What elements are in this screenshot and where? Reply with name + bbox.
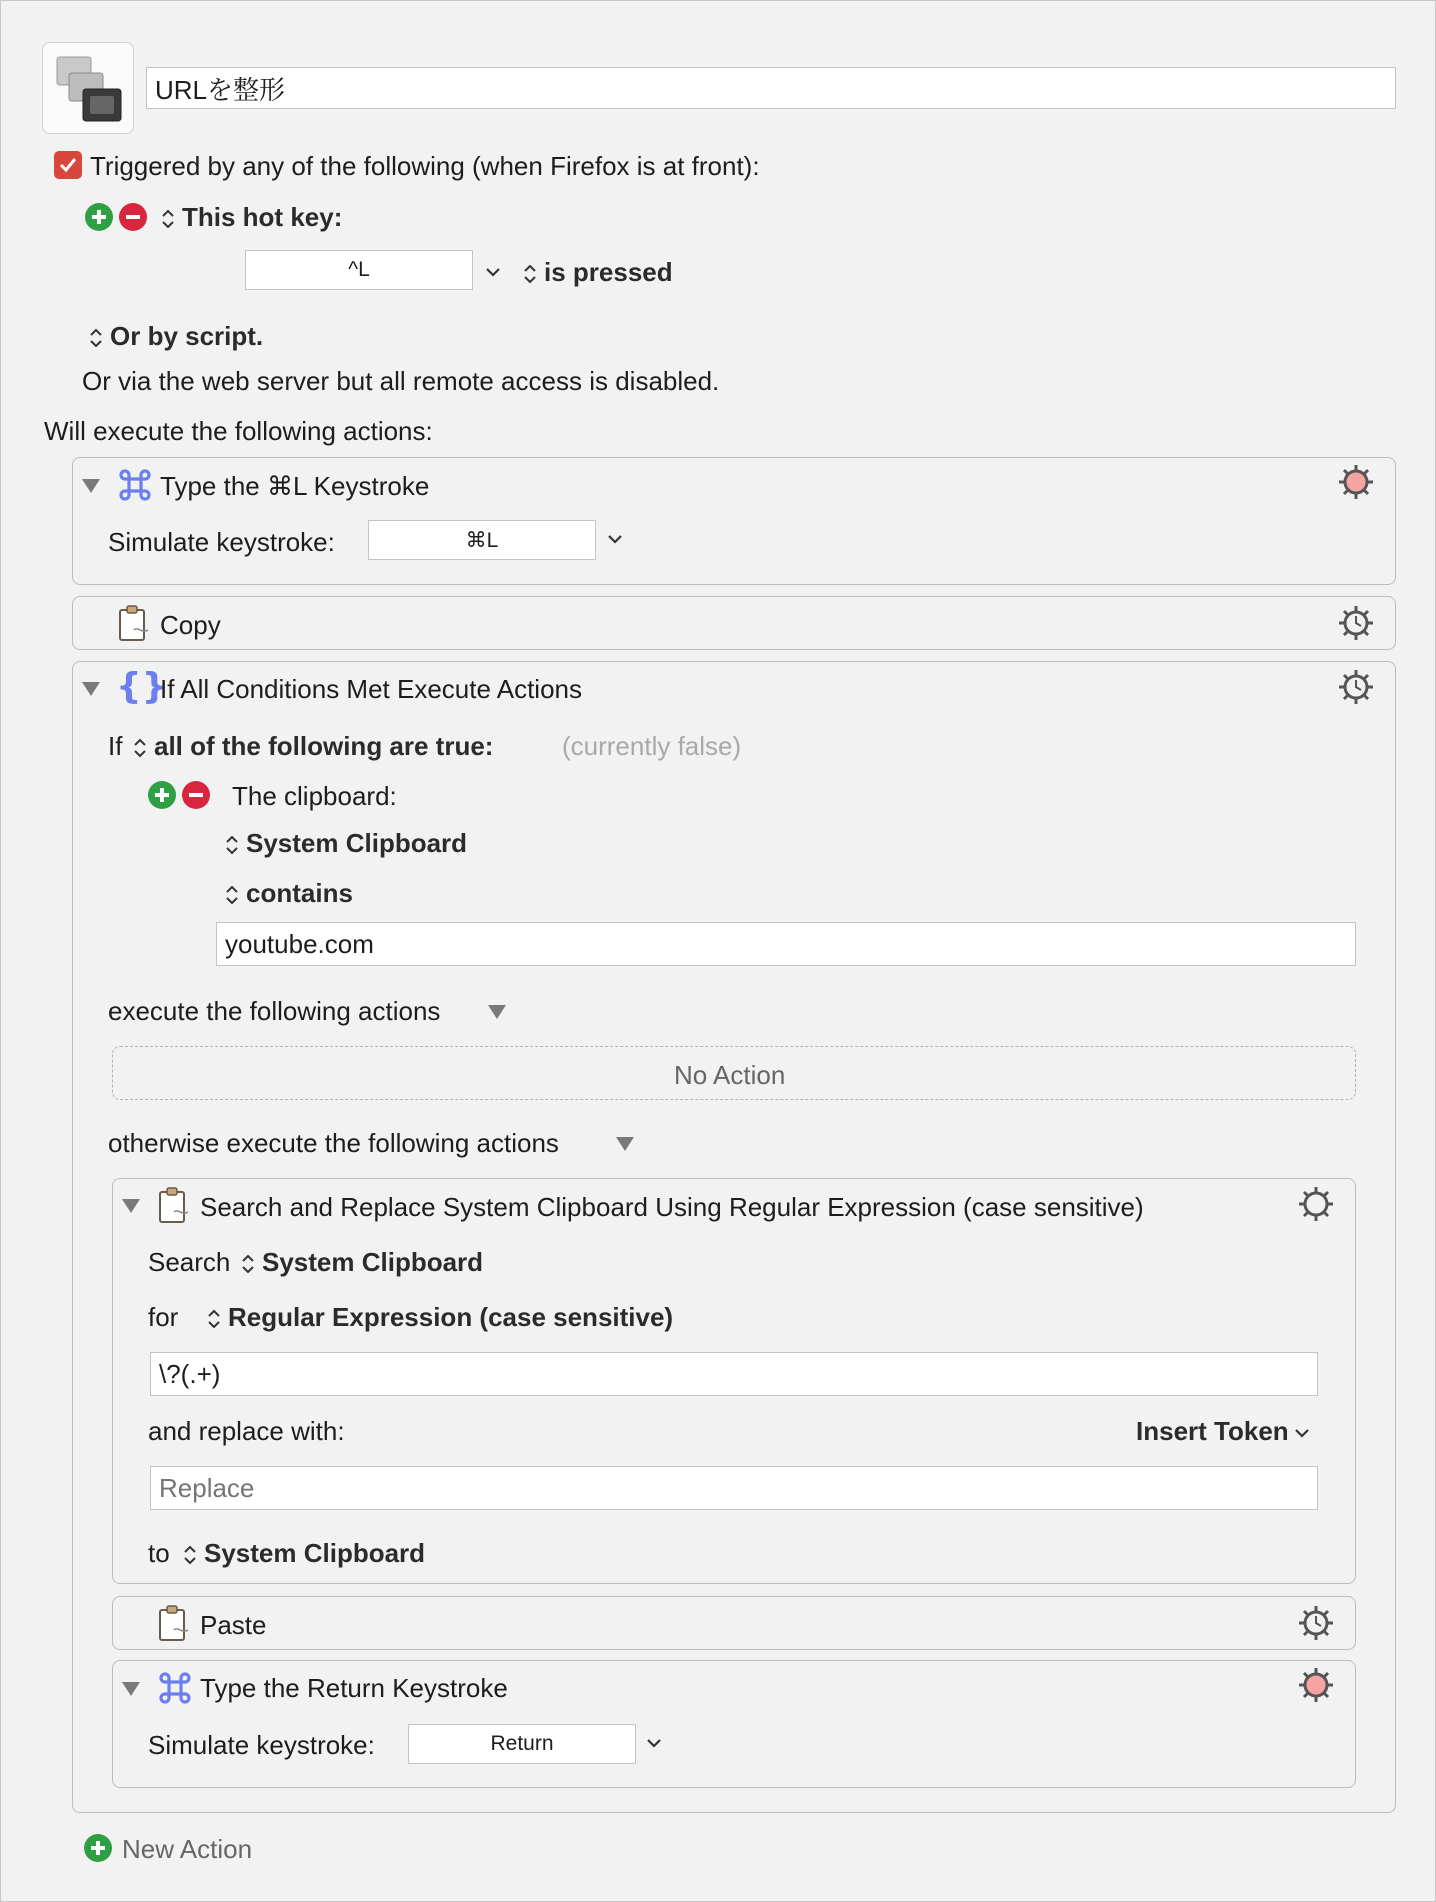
disclosure-triangle-icon[interactable] [122,1199,140,1213]
to-target-popup[interactable] [182,1540,425,1568]
search-source-label: System Clipboard [262,1247,484,1277]
operator-label: contains [246,878,353,908]
simulate-keystroke-label: Simulate keystroke: [148,1730,375,1760]
stepper-icon [522,261,538,287]
insert-token-button[interactable] [1136,1418,1289,1444]
condition-mode-popup[interactable] [132,733,493,761]
clipboard-source-label: System Clipboard [246,828,468,858]
action-title: Type the Return Keystroke [200,1673,508,1703]
search-label: Search [148,1247,231,1277]
trigger-type-label: This hot key: [182,202,343,232]
regex-pattern: \?(.+) [159,1358,221,1389]
action-title: If All Conditions Met Execute Actions [160,674,582,704]
macro-icon[interactable] [42,42,134,134]
gear-icon[interactable] [1296,1603,1336,1643]
web-server-note: Or via the web server but all remote access is disabled. [82,366,720,396]
macro-name: URLを整形 [155,74,286,105]
then-menu-triangle-icon[interactable] [488,1005,506,1019]
hotkey-chevron-down-icon[interactable] [484,263,502,281]
action-title: Paste [200,1610,267,1640]
clipboard-source-popup[interactable] [224,830,467,858]
clipboard-icon [156,1186,192,1224]
insert-token-label: Insert Token [1136,1416,1289,1446]
gear-icon[interactable] [1336,603,1376,643]
gear-icon[interactable] [1336,462,1376,502]
regex-mode-popup[interactable] [206,1304,673,1332]
regex-pattern-field[interactable] [150,1352,1318,1396]
condition-status: (currently false) [562,731,742,761]
add-trigger-button[interactable] [85,203,113,231]
keystroke-field[interactable] [408,1724,636,1764]
else-menu-triangle-icon[interactable] [616,1137,634,1151]
add-condition-button[interactable] [148,781,176,809]
for-label: for [148,1302,179,1332]
no-action-label: No Action [674,1060,786,1090]
stepper-icon [240,1251,256,1277]
keystroke-chevron-down-icon[interactable] [606,530,624,548]
stepper-icon [160,206,176,232]
replace-field[interactable] [150,1466,1318,1510]
disclosure-triangle-icon[interactable] [82,682,100,696]
disclosure-triangle-icon[interactable] [82,479,100,493]
braces-icon: {} [116,666,168,707]
plus-icon [85,203,113,231]
condition-value: youtube.com [225,928,374,959]
insert-token-chevron-down-icon[interactable] [1293,1424,1311,1442]
stepper-icon [224,832,240,858]
action-paste[interactable] [112,1596,1356,1650]
condition-type-label: The clipboard: [232,781,397,811]
hotkey-condition-popup[interactable] [522,259,673,287]
stepper-icon [224,882,240,908]
else-label: otherwise execute the following actions [108,1128,559,1158]
action-title: Search and Replace System Clipboard Using Regular Expression (case sensitive) [200,1192,1144,1222]
if-label: If [108,731,123,761]
macro-name-field[interactable] [146,67,1396,109]
script-trigger-label: Or by script. [110,321,264,351]
trigger-type-popup[interactable] [160,204,342,232]
action-title: Type the ⌘L Keystroke [160,471,430,501]
keystroke-chevron-down-icon[interactable] [645,1734,663,1752]
add-script-trigger-popup[interactable] [88,323,263,351]
stepper-icon [206,1306,222,1332]
actions-header: Will execute the following actions: [44,416,433,446]
plus-icon [148,781,176,809]
gear-icon[interactable] [1296,1665,1336,1705]
new-action-plus-icon[interactable] [84,1834,112,1862]
simulate-keystroke-label: Simulate keystroke: [108,527,335,557]
clipboard-icon [156,1604,192,1642]
stepper-icon [88,325,104,351]
then-label: execute the following actions [108,996,441,1026]
search-source-popup[interactable] [240,1249,483,1277]
condition-mode-label: all of the following are true: [154,731,494,761]
command-icon [156,1669,194,1707]
clipboard-icon [116,604,152,642]
remove-condition-button[interactable] [182,781,210,809]
remove-trigger-button[interactable] [119,203,147,231]
disclosure-triangle-icon[interactable] [122,1682,140,1696]
condition-value-field[interactable] [216,922,1356,966]
to-target-label: System Clipboard [204,1538,426,1568]
hotkey-condition-label: is pressed [544,257,673,287]
action-title: Copy [160,610,221,640]
minus-icon [119,203,147,231]
stepper-icon [182,1542,198,1568]
gear-icon[interactable] [1296,1184,1336,1224]
replace-label: and replace with: [148,1416,345,1446]
command-icon [116,466,154,504]
minus-icon [182,781,210,809]
gear-icon[interactable] [1336,667,1376,707]
action-copy[interactable] [72,596,1396,650]
regex-mode-label: Regular Expression (case sensitive) [228,1302,674,1332]
trigger-label: Triggered by any of the following (when Firefox is at front): [90,151,760,181]
trigger-checkbox[interactable] [54,151,82,179]
keystroke-field[interactable] [368,520,596,560]
to-label: to [148,1538,170,1568]
stepper-icon [132,735,148,761]
hotkey-value: ^L [348,258,370,281]
new-action-button[interactable]: New Action [122,1834,253,1864]
keystroke-value: Return [490,1732,554,1755]
keystroke-value: ⌘L [465,528,499,552]
operator-popup[interactable] [224,880,353,908]
hotkey-field[interactable] [245,250,473,290]
